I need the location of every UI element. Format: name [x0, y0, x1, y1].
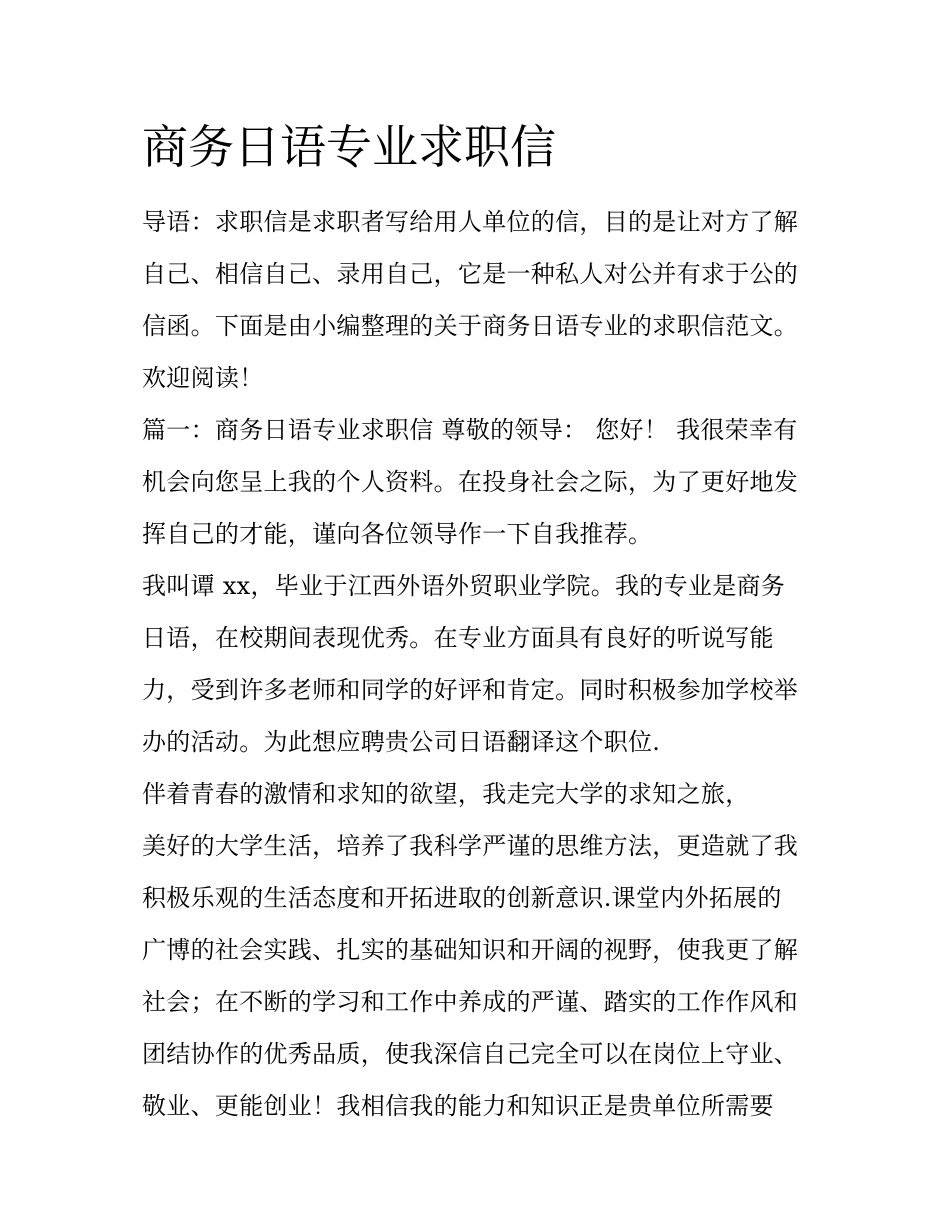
body-line: 欢迎阅读！	[142, 364, 264, 392]
body-line: 日语，在校期间表现优秀。在专业方面具有良好的听说写能	[142, 624, 774, 652]
body-line: 挥自己的才能，谨向各位领导作一下自我推荐。	[142, 520, 653, 548]
body-line: 自己、相信自己、录用自己，它是一种私人对公并有求于公的	[142, 260, 799, 288]
document-title: 商务日语专业求职信	[142, 120, 556, 174]
body-line: 伴着青春的激情和求知的欲望，我走完大学的求知之旅，	[142, 780, 750, 808]
body-line: 团结协作的优秀品质，使我深信自己完全可以在岗位上守业、	[142, 1040, 799, 1068]
body-line: 篇一：商务日语专业求职信 尊敬的领导： 您好！ 我很荣幸有	[142, 416, 798, 444]
body-line: 广博的社会实践、扎实的基础知识和开阔的视野，使我更了解	[142, 936, 799, 964]
body-line: 机会向您呈上我的个人资料。在投身社会之际，为了更好地发	[142, 468, 799, 496]
body-line: 美好的大学生活，培养了我科学严谨的思维方法，更造就了我	[142, 832, 799, 860]
body-line: 信函。下面是由小编整理的关于商务日语专业的求职信范文。	[142, 312, 799, 340]
body-line: 导语：求职信是求职者写给用人单位的信，目的是让对方了解	[142, 208, 799, 236]
body-line: 我叫谭 xx，毕业于江西外语外贸职业学院。我的专业是商务	[142, 572, 786, 600]
body-line: 敬业、更能创业！我相信我的能力和知识正是贵单位所需要	[142, 1092, 774, 1120]
document-body	[142, 196, 842, 1132]
body-line: 力，受到许多老师和同学的好评和肯定。同时积极参加学校举	[142, 676, 799, 704]
body-line: 办的活动。为此想应聘贵公司日语翻译这个职位.	[142, 728, 661, 756]
body-line: 社会；在不断的学习和工作中养成的严谨、踏实的工作作风和	[142, 988, 799, 1016]
body-line: 积极乐观的生活态度和开拓进取的创新意识.课堂内外拓展的	[142, 884, 782, 912]
